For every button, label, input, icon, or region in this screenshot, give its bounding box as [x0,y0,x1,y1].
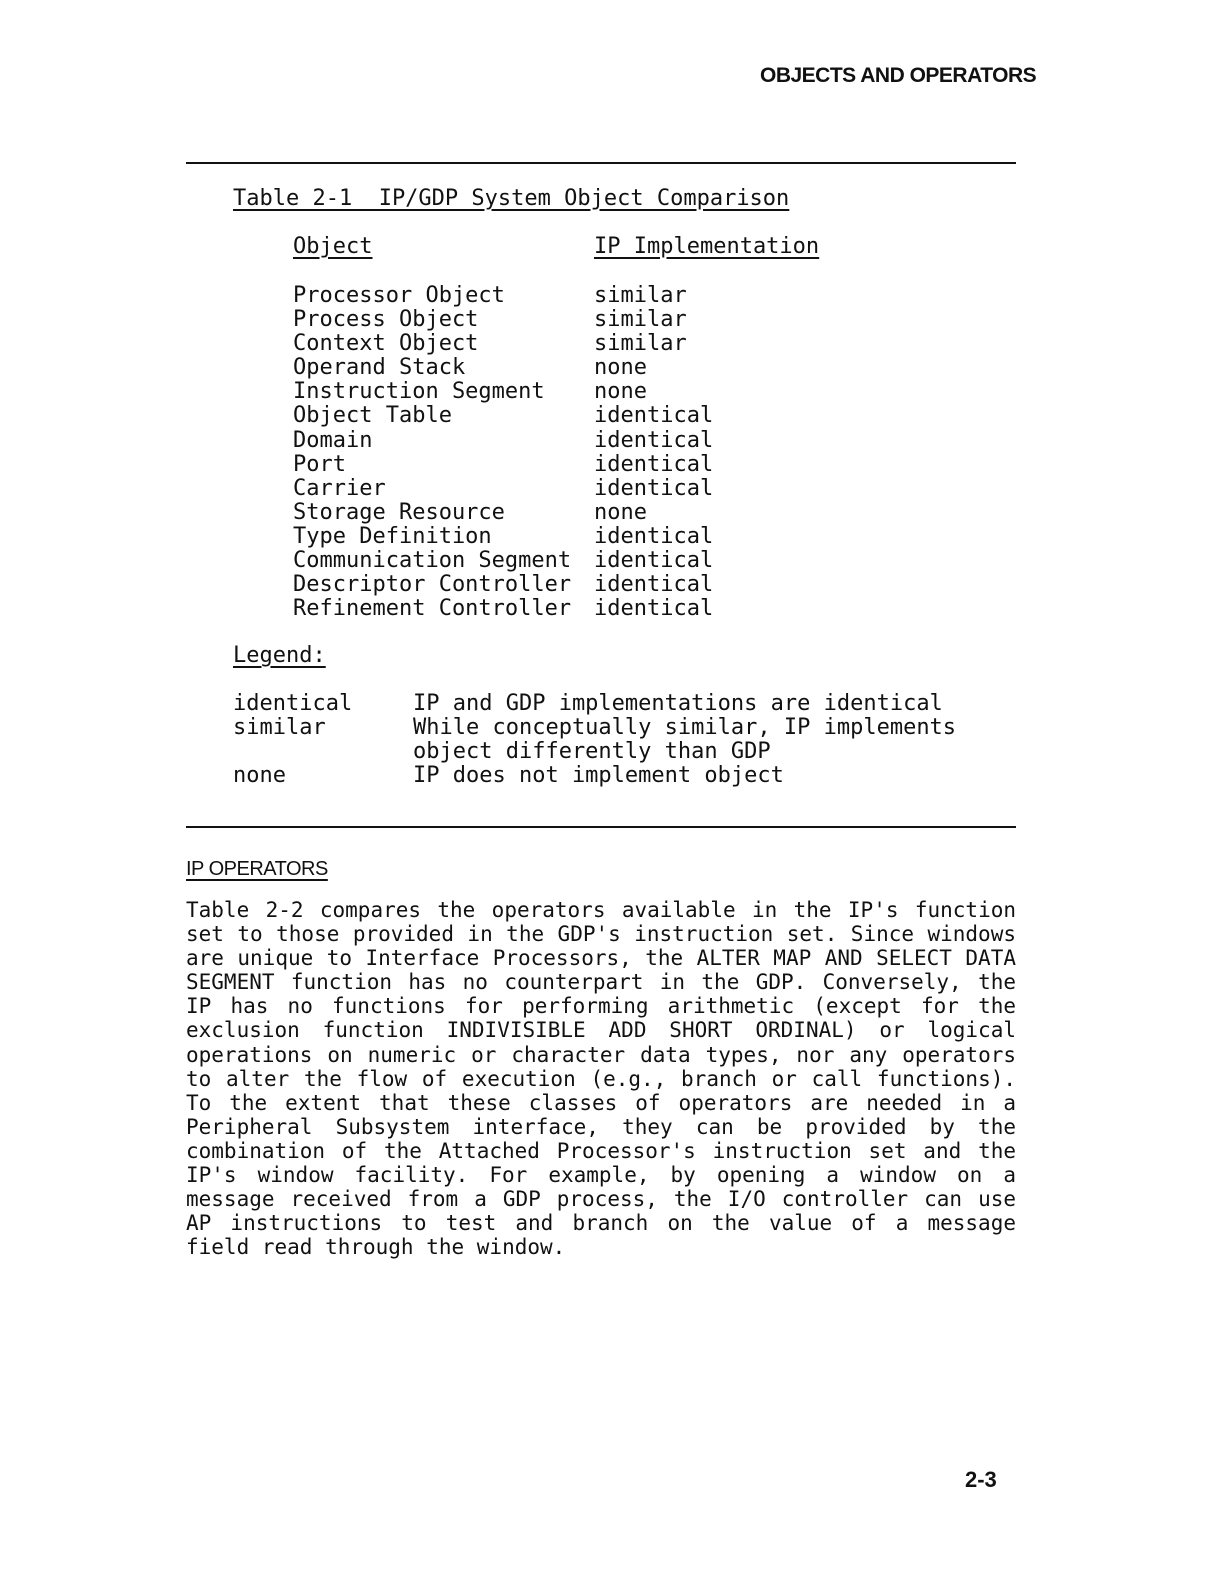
object-name-cell: Port [293,451,346,477]
implementation-cell: identical [594,572,714,598]
legend-definition: IP and GDP implementations are identical [413,691,943,716]
legend [233,692,1023,788]
object-name-cell: Type Definition [293,523,492,549]
object-name-cell: Communication Segment [293,548,572,574]
implementation-cell: identical [594,403,714,429]
implementation-cell: identical [594,523,714,549]
implementation-cell: none [594,379,647,405]
implementation-cell: identical [594,475,714,501]
implementation-cell: similar [594,331,687,357]
body-paragraph: Table 2-2 compares the operators available in the IP's function set to those provided in the GDP's instruction set. Since windows are unique to Interface Processors, the ALTER MAP AND SELECT DATA SEGMENT function has no counterpart in the GDP. Conversely, the IP has no functions for performing arithmetic (except for the exclusion function INDIVISIBLE ADD SHORT ORDINAL) or logical operations on numeric or character data types, nor any operators to alter the flow of execution (e.g., branch or call functions). To the extent that these classes of operators are needed in a Peripheral Subsystem interface, they can be provided by the combination of the Attached Processor's instruction set and the IP's window facility. For example, by opening a window on a message received from a GDP process, the I/O controller can use AP instructions to test and branch on the value of a message field read through the window. [186,898,1016,1260]
legend-term: identical [233,691,353,716]
legend-term: similar [233,715,326,740]
implementation-cell: none [594,499,647,525]
column-header-object: Object [293,234,373,259]
legend-definition: IP does not implement object [413,763,784,788]
bottom-rule [186,826,1016,828]
object-name-cell: Operand Stack [293,355,466,381]
section-title: IP OPERATORS [186,858,328,880]
object-name-cell: Domain [293,427,373,453]
legend-item [233,764,1023,788]
object-name-cell: Processor Object [293,283,505,308]
implementation-cell: identical [594,427,714,453]
object-name-cell: Process Object [293,307,479,333]
legend-definition: While conceptually similar, IP implements object differently than GDP [413,715,957,764]
implementation-cell: similar [594,283,687,308]
legend-title: Legend: [233,643,326,668]
column-header-ip-implementation: IP Implementation [594,234,820,259]
object-name-cell: Context Object [293,331,479,357]
implementation-cell: none [594,355,647,381]
object-name-cell: Carrier [293,475,386,501]
top-rule [186,162,1016,164]
object-name-cell: Object Table [293,403,452,429]
object-name-cell: Instruction Segment [293,379,545,405]
page-number: 2-3 [965,1467,997,1492]
legend-item [233,716,1023,764]
legend-item [233,692,1023,716]
running-header: OBJECTS AND OPERATORS [760,64,1037,87]
legend-term: none [233,763,286,788]
object-name-cell: Storage Resource [293,499,505,525]
object-name-cell: Refinement Controller [293,596,572,622]
table-title: Table 2-1 IP/GDP System Object Comparison [233,186,790,211]
object-name-cell: Descriptor Controller [293,572,572,598]
implementation-cell: identical [594,548,714,574]
implementation-cell: identical [594,451,714,477]
implementation-cell: identical [594,596,714,622]
implementation-cell: similar [594,307,687,333]
